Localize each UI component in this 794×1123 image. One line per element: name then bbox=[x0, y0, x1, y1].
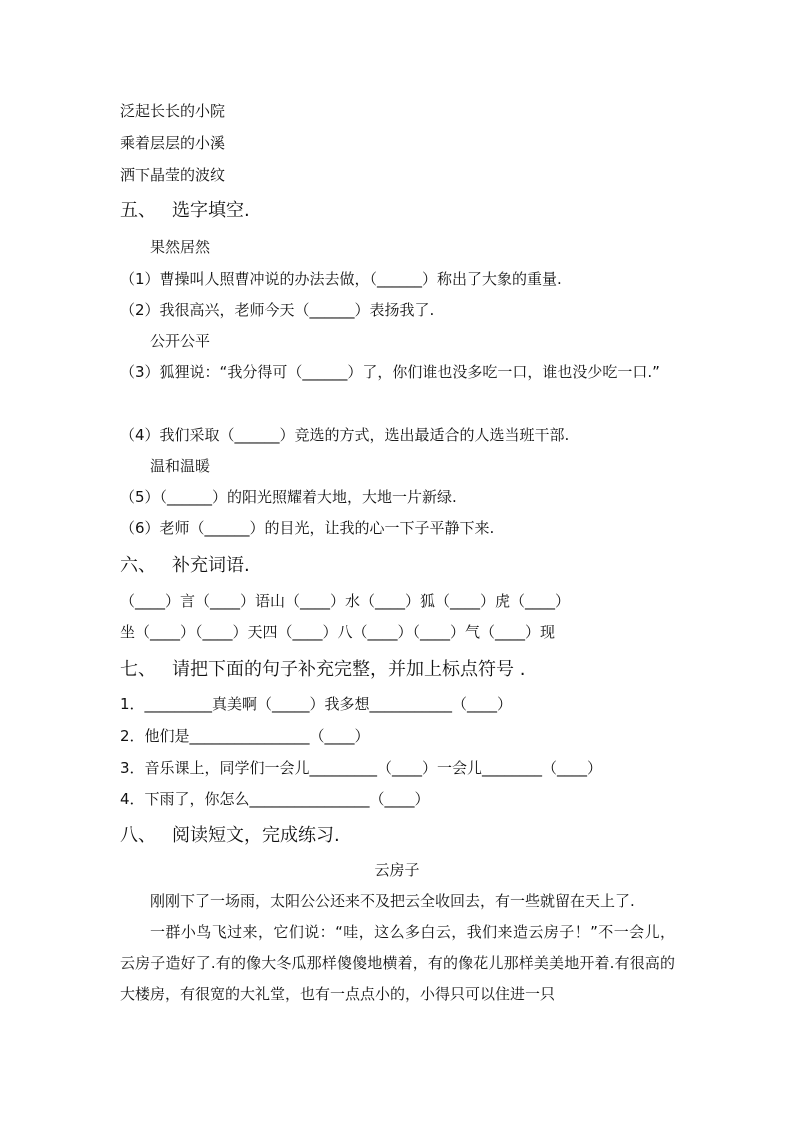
section-number: 五、 bbox=[120, 200, 156, 221]
poem-line: 乘着层层的小溪 bbox=[120, 134, 226, 152]
question-item: （6）老师（______）的目光，让我的心一下子平静下来. bbox=[120, 519, 495, 537]
word-choices: 公开公平 bbox=[150, 332, 211, 350]
section-title: 请把下面的句子补充完整，并加上标点符号 . bbox=[172, 659, 526, 680]
section-title: 选字填空. bbox=[172, 200, 250, 221]
section-heading-8 bbox=[120, 824, 340, 848]
section-heading-6 bbox=[120, 554, 250, 578]
section-number: 七、 bbox=[120, 659, 156, 680]
section-number: 八、 bbox=[120, 825, 156, 846]
word-fill-row: （____）言（____）语山（____）水（____）狐（____）虎（____） bbox=[120, 592, 571, 610]
section-title: 补充词语. bbox=[172, 555, 250, 576]
poem-line: 泛起长长的小院 bbox=[120, 102, 226, 120]
question-item: （1）曹操叫人照曹冲说的办法去做，（______）称出了大象的重量. bbox=[120, 270, 562, 288]
story-paragraph: 一群小鸟飞过来，它们说：“哇，这么多白云，我们来造云房子！”不一会儿，云房子造好了.有的像大冬瓜那样傻傻地横着，有的像花儿那样美美地开着.有很高的大楼房，有很宽的大礼堂，也有一点点小的，小得只可以住进一只 bbox=[120, 923, 675, 1003]
word-choices: 温和温暖 bbox=[150, 457, 211, 475]
poem-line: 洒下晶莹的波纹 bbox=[120, 166, 226, 184]
sentence-item: 2．他们是________________（____） bbox=[120, 727, 370, 745]
question-item: （2）我很高兴，老师今天（______）表扬我了. bbox=[120, 301, 435, 319]
question-item: （3）狐狸说：“我分得可（______）了，你们谁也没多吃一口，谁也没少吃一口.” bbox=[120, 363, 660, 381]
word-choices: 果然居然 bbox=[150, 238, 211, 256]
section-heading-5 bbox=[120, 199, 250, 223]
section-number: 六、 bbox=[120, 555, 156, 576]
sentence-item: 3．音乐课上，同学们一会儿_________（____）一会儿________（____） bbox=[120, 759, 603, 777]
sentence-item: 4．下雨了，你怎么________________（____） bbox=[120, 790, 430, 808]
story-title: 云房子 bbox=[374, 861, 420, 879]
story-paragraph: 刚刚下了一场雨，太阳公公还来不及把云全收回去，有一些就留在天上了. bbox=[150, 892, 635, 910]
section-heading-7 bbox=[120, 658, 525, 682]
section-title: 阅读短文，完成练习. bbox=[172, 825, 340, 846]
question-item: （4）我们采取（______）竞选的方式，选出最适合的人选当班干部. bbox=[120, 426, 570, 444]
question-item: （5）（______）的阳光照耀着大地，大地一片新绿. bbox=[120, 488, 457, 506]
sentence-item: 1．_________真美啊（_____）我多想___________（____） bbox=[120, 695, 513, 713]
word-fill-row: 坐（____）（____）天四（____）八（____）（____）气（____）现 bbox=[120, 623, 556, 641]
